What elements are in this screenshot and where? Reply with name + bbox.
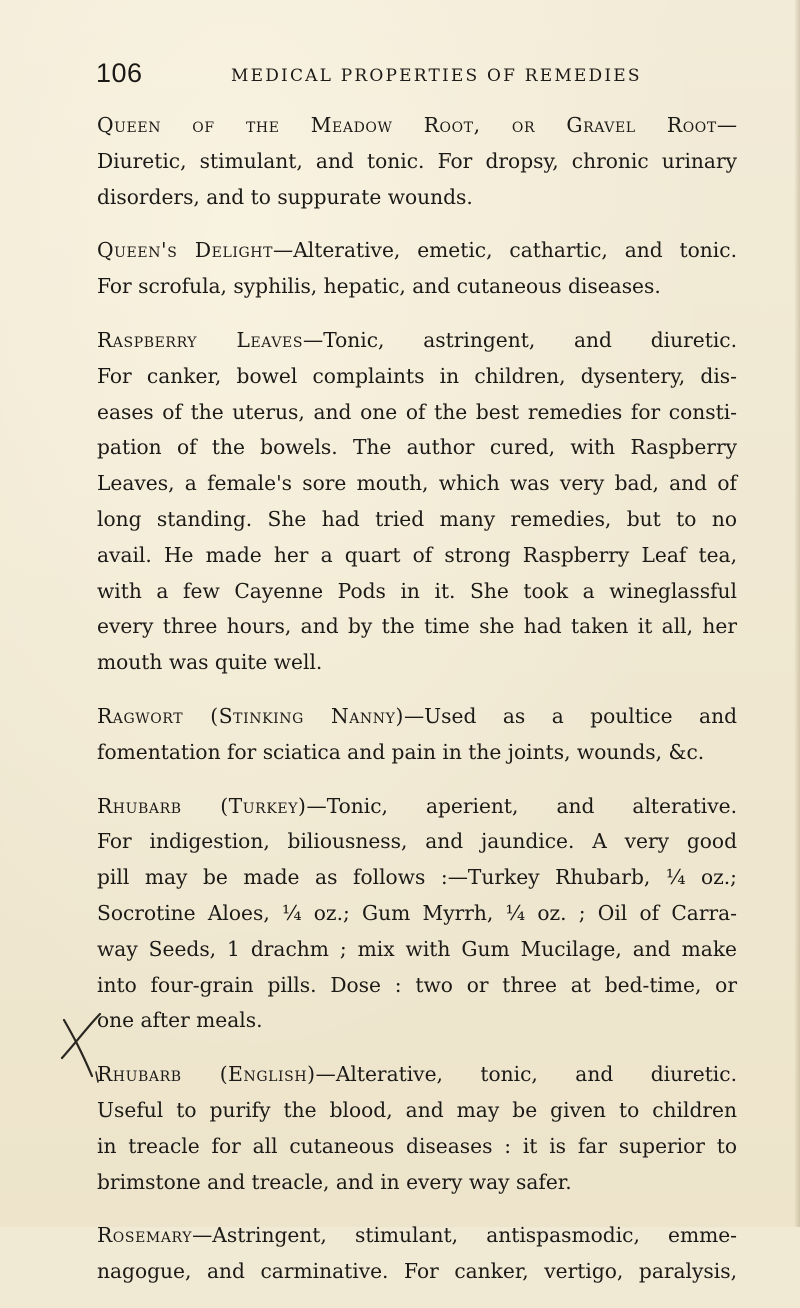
entry-line: For scrofula, syphilis, hepatic, and cutaneous diseases. <box>97 274 661 299</box>
entry-line: Useful to purify the blood, and may be given to children <box>97 1097 737 1122</box>
entry-line <box>97 323 737 359</box>
entry-text: —Alterative, tonic, and diuretic. <box>315 1062 737 1087</box>
entry-rhubarb-turkey <box>97 789 737 1040</box>
entry-rhubarb-english <box>97 1057 737 1200</box>
handwritten-x-mark-svg <box>56 1010 104 1086</box>
running-head: MEDICAL PROPERTIES OF REMEDIES <box>231 66 642 86</box>
entry-rosemary <box>97 1218 737 1290</box>
entry-text: —Tonic, aperient, and alterative. <box>306 793 737 818</box>
page-number: 106 <box>96 58 143 88</box>
entry-line: every three hours, and by the time she had taken it all, her <box>97 614 737 639</box>
entry-queens-delight <box>97 233 737 305</box>
entry-head: Raspberry Leaves <box>97 327 304 352</box>
entry-text: —Used as a poultice and <box>403 703 737 728</box>
entry-line <box>97 108 737 144</box>
entry-head: Queen's Delight <box>97 238 274 263</box>
entry-raspberry-leaves <box>97 323 737 681</box>
page-header <box>96 58 736 94</box>
entry-text: —Alterative, emetic, cathartic, and tonic. <box>273 238 737 263</box>
entry-line: disorders, and to suppurate wounds. <box>97 184 473 209</box>
entry-line <box>97 233 737 269</box>
entry-line: into four-grain pills. Dose : two or three at bed-time, or <box>97 972 737 997</box>
entry-line: long standing. She had tried many remedies, but to no <box>97 506 737 531</box>
entry-line: pation of the bowels. The author cured, with Raspberry <box>97 435 737 460</box>
entry-head: Rhubarb (Turkey) <box>97 793 307 818</box>
entry-line: one after meals. <box>97 1008 263 1033</box>
entry-line <box>97 1218 737 1254</box>
entry-line: Socrotine Aloes, ¼ oz.; Gum Myrrh, ¼ oz. ; Oil of Carra- <box>97 900 737 925</box>
entry-line <box>97 789 737 825</box>
entry-line: with a few Cayenne Pods in it. She took a wineglassful <box>97 578 737 603</box>
entry-ragwort <box>97 699 737 771</box>
handwritten-x-mark-icon <box>56 1010 104 1086</box>
entry-queen-of-the-meadow-root <box>97 108 737 215</box>
entry-line: way Seeds, 1 drachm ; mix with Gum Mucilage, and make <box>97 936 737 961</box>
entry-line: For canker, bowel complaints in children, dysentery, dis- <box>97 363 737 388</box>
entry-line: For indigestion, biliousness, and jaundice. A very good <box>97 829 737 854</box>
entry-line <box>97 1057 737 1093</box>
entry-line: Diuretic, stimulant, and tonic. For dropsy, chronic urinary <box>97 148 737 173</box>
entry-text: —Astringent, stimulant, antispasmodic, emme- <box>192 1223 737 1248</box>
body-text <box>97 108 737 1308</box>
entry-line: nagogue, and carminative. For canker, vertigo, paralysis, <box>97 1259 737 1284</box>
entry-head: Queen of the Meadow Root, or Gravel Root <box>97 113 717 137</box>
page-edge-shadow <box>794 0 800 1227</box>
entry-line: eases of the uterus, and one of the best remedies for consti- <box>97 399 737 424</box>
entry-line: in treacle for all cutaneous diseases : it is far superior to <box>97 1133 737 1158</box>
entry-line: mouth was quite well. <box>97 650 323 675</box>
entry-line <box>97 699 737 735</box>
entry-line: pill may be made as follows :—Turkey Rhubarb, ¼ oz.; <box>97 865 737 890</box>
entry-line: brimstone and treacle, and in every way safer. <box>97 1169 572 1194</box>
entry-line: fomentation for sciatica and pain in the joints, wounds, &c. <box>97 739 705 764</box>
entry-text: — <box>716 113 737 137</box>
entry-line: Leaves, a female's sore mouth, which was very bad, and of <box>97 471 737 496</box>
entry-text: —Tonic, astringent, and diuretic. <box>303 327 737 352</box>
entry-head: Ragwort (Stinking Nanny) <box>97 703 404 728</box>
entry-head: Rosemary <box>97 1223 193 1248</box>
entry-line: avail. He made her a quart of strong Raspberry Leaf tea, <box>97 542 737 567</box>
entry-head: Rhubarb (English) <box>97 1062 316 1087</box>
